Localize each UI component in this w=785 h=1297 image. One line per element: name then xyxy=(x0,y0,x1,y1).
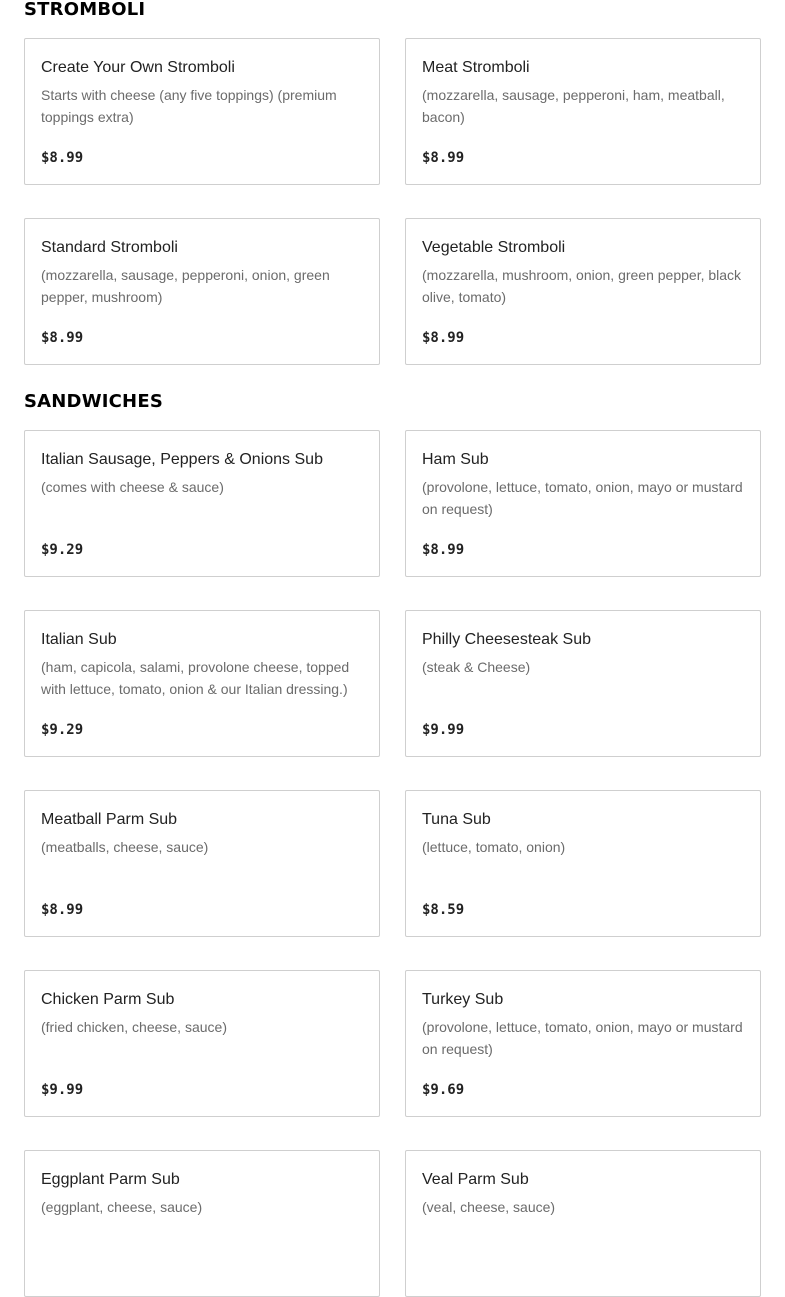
item-name: Chicken Parm Sub xyxy=(41,991,175,1008)
item-price: $9.69 xyxy=(422,1082,465,1098)
menu-item-card[interactable] xyxy=(24,610,380,757)
menu-item-card[interactable] xyxy=(24,1150,380,1297)
item-name: Veal Parm Sub xyxy=(422,1171,529,1188)
item-price: $8.99 xyxy=(422,150,465,166)
item-price: $8.59 xyxy=(422,902,465,918)
item-description: (steak & Cheese) xyxy=(422,659,531,675)
item-price: $8.99 xyxy=(41,330,84,346)
item-description: (mozzarella, sausage, pepperoni, ham, meatball, bacon) xyxy=(422,87,725,125)
item-description: (meatballs, cheese, sauce) xyxy=(41,839,209,855)
item-description: (ham, capicola, salami, provolone cheese, topped with lettuce, tomato, onion & our Italian dressing.) xyxy=(41,659,350,697)
item-name: Italian Sub xyxy=(41,631,117,648)
item-description: Starts with cheese (any five toppings) (premium toppings extra) xyxy=(41,87,337,125)
item-price: $8.99 xyxy=(422,542,465,558)
item-description: (mozzarella, mushroom, onion, green pepper, black olive, tomato) xyxy=(422,267,742,305)
item-price: $9.99 xyxy=(41,1082,84,1098)
item-name: Turkey Sub xyxy=(422,991,504,1008)
menu-item-card[interactable] xyxy=(24,218,380,365)
menu-item-card[interactable] xyxy=(405,430,761,577)
item-price: $9.29 xyxy=(41,542,84,558)
item-name: Meatball Parm Sub xyxy=(41,811,178,828)
item-name: Ham Sub xyxy=(422,451,489,468)
item-description: (eggplant, cheese, sauce) xyxy=(41,1199,203,1215)
item-description: (veal, cheese, sauce) xyxy=(422,1199,556,1215)
section-title-stromboli: STROMBOLI xyxy=(24,0,146,20)
item-price: $9.29 xyxy=(41,722,84,738)
item-name: Philly Cheesesteak Sub xyxy=(422,631,591,648)
item-description: (mozzarella, sausage, pepperoni, onion, green pepper, mushroom) xyxy=(41,267,330,305)
item-name: Standard Stromboli xyxy=(41,239,178,256)
item-name: Tuna Sub xyxy=(422,811,491,828)
item-name: Vegetable Stromboli xyxy=(422,239,566,256)
item-name: Italian Sausage, Peppers & Onions Sub xyxy=(41,451,323,468)
item-description: (comes with cheese & sauce) xyxy=(41,479,224,495)
menu-item-card[interactable] xyxy=(405,1150,761,1297)
menu-item-card[interactable] xyxy=(405,218,761,365)
menu-item-card[interactable] xyxy=(24,970,380,1117)
item-price: $8.99 xyxy=(41,902,84,918)
section-title-sandwiches: SANDWICHES xyxy=(24,391,163,412)
item-price: $9.99 xyxy=(422,722,465,738)
item-description: (fried chicken, cheese, sauce) xyxy=(41,1019,227,1035)
menu-item-card[interactable] xyxy=(24,790,380,937)
menu-item-card[interactable] xyxy=(24,38,380,185)
menu-item-card[interactable] xyxy=(405,970,761,1117)
item-description: (provolone, lettuce, tomato, onion, mayo or mustard on request) xyxy=(422,1019,743,1057)
menu-item-card[interactable] xyxy=(405,610,761,757)
item-price: $8.99 xyxy=(422,330,465,346)
item-description: (provolone, lettuce, tomato, onion, mayo or mustard on request) xyxy=(422,479,743,517)
item-name: Create Your Own Stromboli xyxy=(41,59,235,76)
menu-item-card[interactable] xyxy=(405,790,761,937)
item-price: $8.99 xyxy=(41,150,84,166)
item-name: Meat Stromboli xyxy=(422,59,530,76)
item-description: (lettuce, tomato, onion) xyxy=(422,839,566,855)
menu-item-card[interactable] xyxy=(24,430,380,577)
item-name: Eggplant Parm Sub xyxy=(41,1171,180,1188)
menu-item-card[interactable] xyxy=(405,38,761,185)
